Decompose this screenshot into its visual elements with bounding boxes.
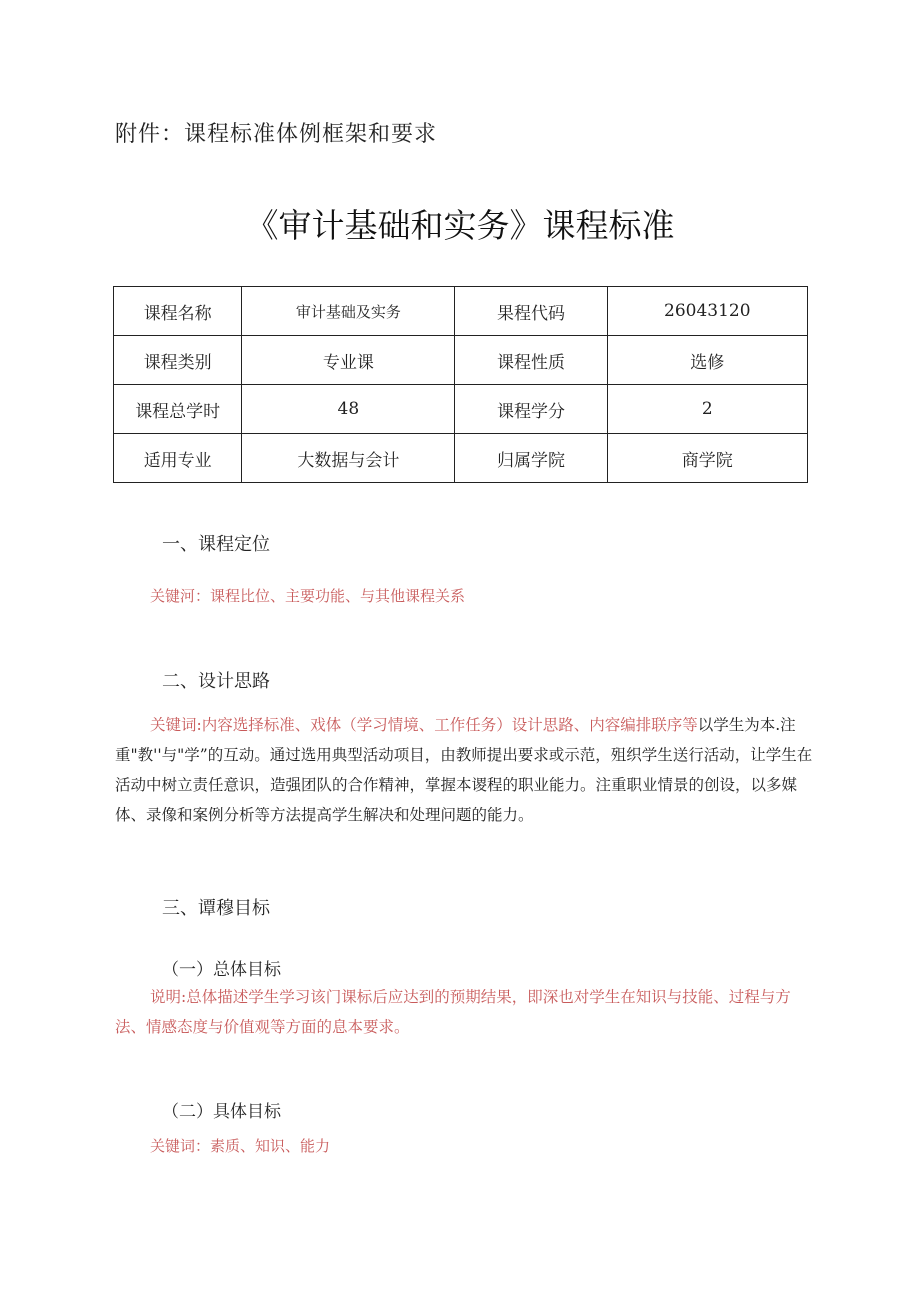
table-row [114, 434, 808, 483]
table-cell-value: 48 [242, 385, 455, 434]
subheading-specific-objectives: （二）具体目标 [162, 1102, 281, 1122]
table-row [114, 287, 808, 336]
table-cell-value: 大数据与会计 [242, 434, 455, 483]
design-body: 以学生为本.注重"教''与"学”的互动。通过选用典型活动项目，由教师提出要求或示范，殂织学生送行活动，让学生在活动中树立责任意识，造强团队的合作精神，掌握本谡程的职业能力。注重职业情景的创设，以多媒体、录像和案例分析等方法提高学生解决和处理问题的能力。 [115, 716, 813, 824]
table-cell-label: 适用专业 [114, 434, 242, 483]
subheading-overall-objectives: （一）总体目标 [162, 960, 281, 980]
table-cell-value: 商学院 [607, 434, 807, 483]
course-info-table [113, 286, 808, 483]
table-cell-label: 课程名称 [114, 287, 242, 336]
section-heading-positioning: 一、课程定位 [162, 534, 270, 555]
table-cell-value: 专业课 [242, 336, 455, 385]
design-paragraph [115, 710, 815, 830]
design-keywords: 关键词:内容选择标准、戏体（学习情境、工作任务）设计思路、内容编排联序等 [150, 716, 698, 734]
section-heading-design: 二、设计思路 [162, 671, 270, 692]
section-heading-objectives: 三、谭穆目标 [162, 898, 270, 919]
table-cell-label: 归属学院 [455, 434, 607, 483]
positioning-keywords: 关键河：课程比位、主要功能、与其他课程关系 [150, 587, 466, 605]
table-cell-label: 课程学分 [455, 385, 607, 434]
specific-objectives-keywords: 关键词：素质、知识、能力 [150, 1137, 331, 1155]
table-row [114, 385, 808, 434]
table-cell-label: 课程类别 [114, 336, 242, 385]
table-cell-value: 选修 [607, 336, 807, 385]
table-cell-label: 课程性质 [455, 336, 607, 385]
attachment-label: 附件：课程标准体例框架和要求 [115, 122, 438, 147]
table-cell-value: 2 [607, 385, 807, 434]
document-title: 《审计基础和实务》课程标准 [245, 206, 675, 245]
table-cell-label: 果程代码 [455, 287, 607, 336]
table-cell-label: 课程总学时 [114, 385, 242, 434]
table-row [114, 336, 808, 385]
table-cell-value: 审计基础及实务 [242, 287, 455, 336]
overall-objectives-note: 说明:总体描述学生学习该门课标后应达到的预期结果，即深也对学生在知识与技能、过程与方法、情感态度与价值观等方面的息本要求。 [115, 988, 791, 1036]
table-cell-value: 26043120 [607, 287, 807, 336]
